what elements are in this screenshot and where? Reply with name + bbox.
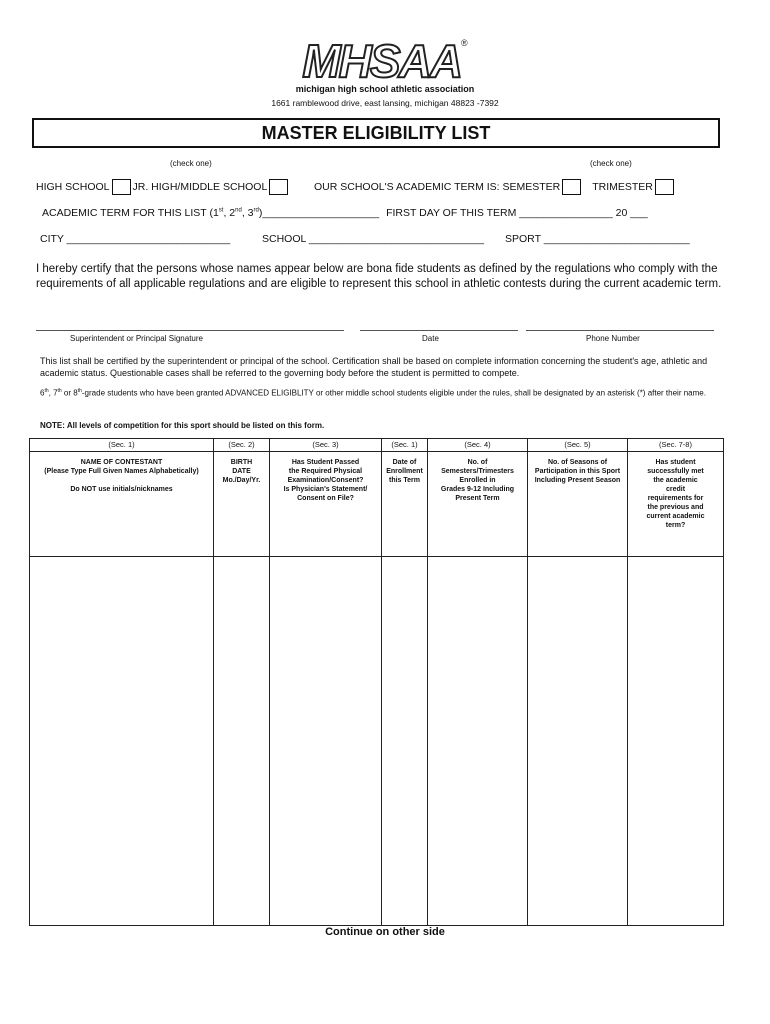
competition-note: NOTE: All levels of competition for this sport should be listed on this form. xyxy=(40,421,325,430)
association-name: michigan high school athletic association xyxy=(295,84,475,94)
school-type-row xyxy=(36,179,290,195)
entry-physical-cell[interactable] xyxy=(270,557,382,926)
trimester-label: TRIMESTER xyxy=(592,180,653,193)
date-label: Date xyxy=(422,334,439,343)
section-row xyxy=(30,439,724,452)
trimester-checkbox[interactable] xyxy=(655,179,674,195)
header-name: NAME OF CONTESTANT (Please Type Full Given Names Alphabetically) Do NOT use initials/nicknames xyxy=(30,452,214,557)
academic-term-row xyxy=(314,179,676,195)
header-row xyxy=(30,452,724,557)
semester-label: OUR SCHOOL'S ACADEMIC TERM IS: SEMESTER xyxy=(314,180,561,193)
entry-row xyxy=(30,557,724,926)
high-school-label: HIGH SCHOOL xyxy=(36,180,110,193)
first-day-field[interactable]: FIRST DAY OF THIS TERM ________________ 20 ___ xyxy=(386,207,648,219)
signature-label: Superintendent or Principal Signature xyxy=(70,334,203,343)
section-cell: (Sec. 7-8) xyxy=(628,439,724,452)
header-physical: Has Student Passed the Required Physical Examination/Consent? Is Physician's Statement/ Consent on File? xyxy=(270,452,382,557)
advanced-eligibility-note: 6th, 7th or 8th-grade students who have been granted ADVANCED ELIGIBLITY or other middle school students eligible under the rules, shall be designated by an asterisk (*) after their name. xyxy=(40,388,706,398)
term-row xyxy=(42,207,648,219)
registered-mark: ® xyxy=(461,38,468,48)
school-field[interactable]: SCHOOL ______________________________ xyxy=(262,233,485,245)
header-enrollment: Date of Enrollment this Term xyxy=(382,452,428,557)
header-seasons: No. of Seasons of Participation in this Sport Including Present Season xyxy=(528,452,628,557)
jr-high-label: JR. HIGH/MIDDLE SCHOOL xyxy=(132,180,268,193)
eligibility-table xyxy=(29,438,724,926)
section-cell: (Sec. 1) xyxy=(30,439,214,452)
entry-semesters-cell[interactable] xyxy=(428,557,528,926)
page-title: MASTER ELIGIBILITY LIST xyxy=(32,118,720,148)
entry-birth-cell[interactable] xyxy=(214,557,270,926)
section-cell: (Sec. 3) xyxy=(270,439,382,452)
term-label[interactable]: ACADEMIC TERM FOR THIS LIST (1st, 2nd, 3rd)____________________ xyxy=(42,207,380,219)
header-birth-date: BIRTH DATE Mo./Day/Yr. xyxy=(214,452,270,557)
certification-text: I hereby certify that the persons whose names appear below are bona fide students as defined by the regulations who comply with the requirements of all applicable regulations and are eligible to represent this school in athletic contests during the current academic term. xyxy=(36,263,722,290)
phone-label: Phone Number xyxy=(586,334,640,343)
city-field[interactable]: CITY ____________________________ xyxy=(40,233,231,245)
entry-enrollment-cell[interactable] xyxy=(382,557,428,926)
jr-high-checkbox[interactable] xyxy=(269,179,288,195)
high-school-checkbox[interactable] xyxy=(112,179,131,195)
entry-name-cell[interactable] xyxy=(30,557,214,926)
entry-academic-cell[interactable] xyxy=(628,557,724,926)
continue-note: Continue on other side xyxy=(325,926,445,938)
check-one-right: (check one) xyxy=(590,159,632,168)
header-semesters: No. of Semesters/Trimesters Enrolled in Grades 9-12 Including Present Term xyxy=(428,452,528,557)
entry-seasons-cell[interactable] xyxy=(528,557,628,926)
semester-checkbox[interactable] xyxy=(562,179,581,195)
signature-line[interactable] xyxy=(36,330,344,331)
date-line[interactable] xyxy=(360,330,518,331)
section-cell: (Sec. 5) xyxy=(528,439,628,452)
check-one-left: (check one) xyxy=(170,159,212,168)
section-cell: (Sec. 4) xyxy=(428,439,528,452)
logo-text: MHSAA xyxy=(302,35,462,87)
section-cell: (Sec. 2) xyxy=(214,439,270,452)
sport-field[interactable]: SPORT _________________________ xyxy=(505,233,690,245)
phone-line[interactable] xyxy=(526,330,714,331)
address: 1661 ramblewood drive, east lansing, michigan 48823 -7392 xyxy=(271,98,499,108)
certification-note: This list shall be certified by the superintendent or principal of the school. Certification shall be based on complete information concerning the student's age, athletic and academic status. Questionable cases shall be referred to the governing body before the student is permitted to compete. xyxy=(40,356,708,378)
section-cell: (Sec. 1) xyxy=(382,439,428,452)
mhsaa-logo xyxy=(0,35,770,87)
header-academic: Has student successfully met the academic credit requirements for the previous and current academic term? xyxy=(628,452,724,557)
